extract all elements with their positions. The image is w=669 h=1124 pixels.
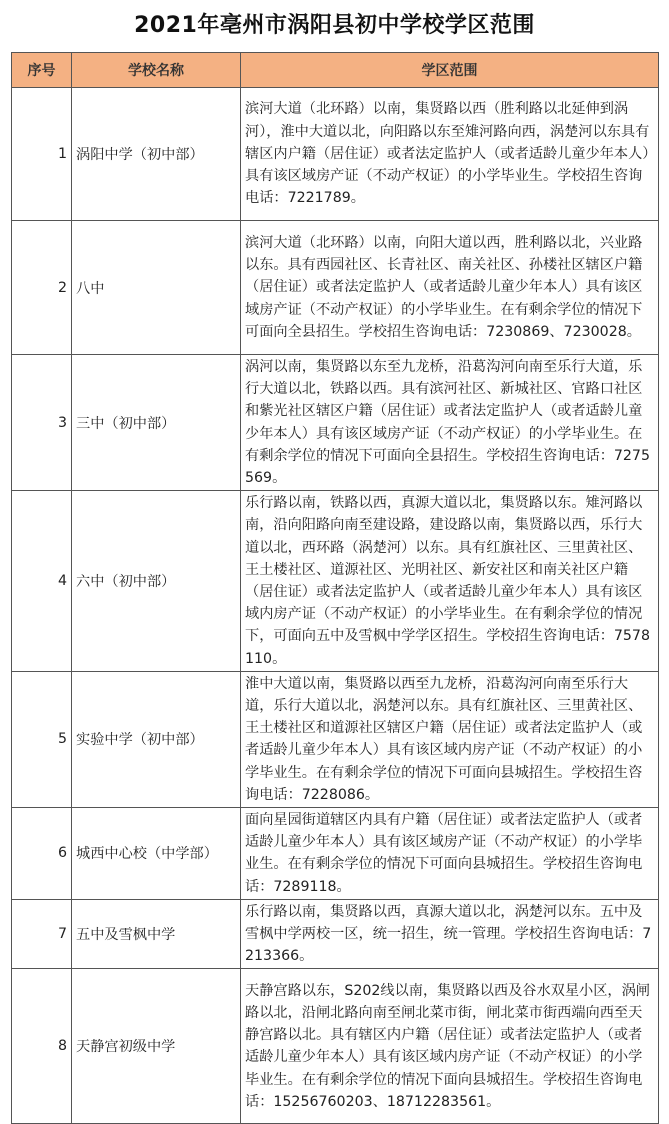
page-title: 2021年亳州市涡阳县初中学校学区范围 — [134, 13, 535, 38]
school-name: 六中（初中部） — [72, 491, 241, 672]
school-name: 三中（初中部） — [72, 355, 241, 491]
district-range: 乐行路以南，集贤路以西，真源大道以北，涡楚河以东。五中及雪枫中学两校一区，统一招生，统一管理。学校招生咨询电话：7213366。 — [241, 899, 659, 969]
school-name: 城西中心校（中学部） — [72, 808, 241, 900]
school-district-table — [11, 52, 659, 1124]
school-name: 五中及雪枫中学 — [72, 899, 241, 969]
header-index: 序号 — [12, 53, 72, 88]
table-row — [12, 969, 659, 1124]
row-index: 6 — [12, 808, 72, 900]
header-district-range: 学区范围 — [241, 53, 659, 88]
district-range: 天静宫路以东，S202线以南，集贤路以西及谷水双星小区，涡闸路以北，沿闸北路向南至闸北菜市街，闸北菜市街西端向西至天静宫路以北。具有辖区内户籍（居住证）或者法定监护人（或者适龄儿童少年本人）具有该区域内房产证（不动产权证）的小学毕业生。在有剩余学位的情况下面向县城招生。学校招生咨询电话：15256760203、18712283561。 — [241, 969, 659, 1124]
table-row — [12, 899, 659, 969]
table-header-row — [12, 53, 659, 88]
school-name: 天静宫初级中学 — [72, 969, 241, 1124]
table-row — [12, 88, 659, 221]
table-row — [12, 491, 659, 672]
table-row — [12, 355, 659, 491]
district-range: 面向星园街道辖区内具有户籍（居住证）或者法定监护人（或者适龄儿童少年本人）具有该区域房产证（不动产权证）的小学毕业生。在有剩余学位的情况下可面向县城招生。学校招生咨询电话：7289118。 — [241, 808, 659, 900]
school-name: 八中 — [72, 221, 241, 355]
school-name: 实验中学（初中部） — [72, 671, 241, 807]
district-range: 滨河大道（北环路）以南，向阳大道以西，胜利路以北，兴业路以东。具有西园社区、长青社区、南关社区、孙楼社区辖区户籍（居住证）或者法定监护人（或者适龄儿童少年本人）具有该区域房产证（不动产权证）的小学毕业生。在有剩余学位的情况下可面向全县招生。学校招生咨询电话：7230869、7230028。 — [241, 221, 659, 355]
district-range: 乐行路以南，铁路以西，真源大道以北，集贤路以东。雉河路以南，沿向阳路向南至建设路，建设路以南，集贤路以西，乐行大道以北，西环路（涡楚河）以东。具有红旗社区、三里黄社区、王土楼社区、道源社区、光明社区、新安社区和南关社区户籍（居住证）或者法定监护人（或者适龄儿童少年本人）具有该区域内房产证（不动产权证）的小学毕业生。在有剩余学位的情况下，可面向五中及雪枫中学学区招生。学校招生咨询电话：7578110。 — [241, 491, 659, 672]
table-row — [12, 671, 659, 807]
district-range: 涡河以南，集贤路以东至九龙桥，沿葛沟河向南至乐行大道，乐行大道以北，铁路以西。具有滨河社区、新城社区、官路口社区和紫光社区辖区户籍（居住证）或者法定监护人（或者适龄儿童少年本人）具有该区域房产证（不动产权证）的小学毕业生。在有剩余学位的情况下可面向全县招生。学校招生咨询电话：7275569。 — [241, 355, 659, 491]
row-index: 1 — [12, 88, 72, 221]
row-index: 3 — [12, 355, 72, 491]
district-range: 滨河大道（北环路）以南，集贤路以西（胜利路以北延伸到涡河），淮中大道以北，向阳路以东至雉河路向西，涡楚河以东具有辖区内户籍（居住证）或者法定监护人（或者适龄儿童少年本人）具有该区域房产证（不动产权证）的小学毕业生。学校招生咨询电话：7221789。 — [241, 88, 659, 221]
row-index: 5 — [12, 671, 72, 807]
table-row — [12, 221, 659, 355]
header-school-name: 学校名称 — [72, 53, 241, 88]
row-index: 8 — [12, 969, 72, 1124]
row-index: 7 — [12, 899, 72, 969]
district-range: 淮中大道以南，集贤路以西至九龙桥，沿葛沟河向南至乐行大道，乐行大道以北，涡楚河以东。具有红旗社区、三里黄社区、王土楼社区和道源社区辖区户籍（居住证）或者法定监护人（或者适龄儿童少年本人）具有该区域内房产证（不动产权证）的小学毕业生。在有剩余学位的情况下可面向县城招生。学校招生咨询电话：7228086。 — [241, 671, 659, 807]
table-row — [12, 808, 659, 900]
row-index: 2 — [12, 221, 72, 355]
row-index: 4 — [12, 491, 72, 672]
school-name: 涡阳中学（初中部） — [72, 88, 241, 221]
